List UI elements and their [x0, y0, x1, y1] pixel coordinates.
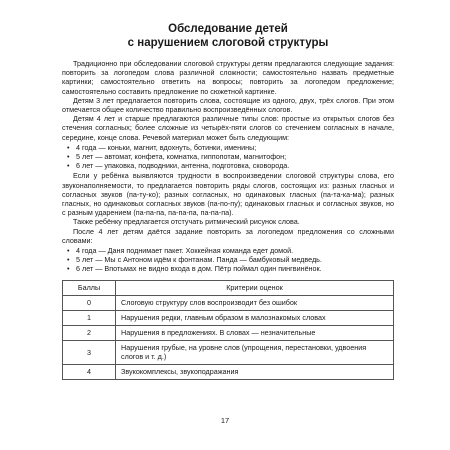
criteria-cell: Нарушения грубые, на уровне слов (упрощения, перестановки, удвоения слогов и т. д.): [116, 340, 394, 364]
table-row: [63, 340, 394, 364]
sentence-list: [62, 246, 394, 274]
criteria-cell: Нарушения редки, главным образом в малознакомых словах: [116, 310, 394, 325]
paragraph-1: Традиционно при обследовании слоговой структуры детям предлагаются следующие задания: повторить за логопедом слова различной сложности; самостоятельно назвать предметные картинки; самостоятельно ответить на вопросы; повторить за логопедом предложение; самостоятельно составить предложение по сюжетной картинке.: [62, 59, 394, 96]
score-cell: 2: [63, 325, 116, 340]
list-item: • 6 лет — Впотьмах не видно входа в дом. Пётр поймал один пингвинёнок.: [76, 264, 394, 273]
table-row: [63, 364, 394, 379]
criteria-cell: Слоговую структуру слов воспроизводит без ошибок: [116, 295, 394, 310]
score-cell: 0: [63, 295, 116, 310]
header-criteria: Критерии оценок: [116, 280, 394, 295]
criteria-cell: Звукокомплексы, звукоподражания: [116, 364, 394, 379]
paragraph-3: Детям 4 лет и старше предлагаются различные типы слов: простые из открытых слогов без стечения согласных; более сложные из четырёх-пяти слогов со стечением согласных в начале, середине, конце слова. Речевой материал может быть следующим:: [62, 114, 394, 142]
header-score: Баллы: [63, 280, 116, 295]
list-item: • 6 лет — упаковка, подводники, антенна, подготовка, сковорода.: [76, 161, 394, 170]
table-row: [63, 325, 394, 340]
list-item: • 4 года — Даня поднимает пакет. Хоккейная команда едет домой.: [76, 246, 394, 255]
table-row: [63, 295, 394, 310]
paragraph-4: Если у ребёнка выявляются трудности в воспроизведении слоговой структуры слова, его звуконаполняемости, то предлагается повторить ряды слогов, состоящих из: разных гласных и согласных звуков (па-ту-ко); разных согласных, но одинаковых гласных (па-та-ка-ма); разных гласных, но одинаковых согласных звуков (па-по-пу); одинаковых гласных и согласных звуков, но с разным ударением (па-па-па, па-па-па, па-па-па).: [62, 171, 394, 218]
page-number: 17: [220, 416, 230, 425]
criteria-table: [62, 280, 394, 380]
paragraph-6: После 4 лет детям даётся задание повторить за логопедом предложения со сложными словами:: [62, 226, 394, 245]
paragraph-2: Детям 3 лет предлагается повторить слова, состоящие из одного, двух, трёх слогов. При этом отмечается общее количество правильно воспроизведённых слогов.: [62, 95, 394, 115]
list-item: • 4 года — коньки, магнит, вдохнуть, ботинки, именины;: [76, 143, 394, 152]
word-list: [62, 143, 394, 171]
score-cell: 4: [63, 364, 116, 379]
page-title: [62, 22, 394, 50]
body-text: [62, 59, 394, 380]
score-cell: 3: [63, 340, 116, 364]
paragraph-5: Также ребёнку предлагается отстучать ритмический рисунок слова.: [73, 217, 300, 227]
criteria-cell: Нарушения в предложениях. В словах — незначительные: [116, 325, 394, 340]
list-item: • 5 лет — автомат, конфета, комнатка, гиппопотам, магнитофон;: [76, 152, 394, 161]
table-row: [63, 310, 394, 325]
title-line-1: Обследование детей: [168, 23, 288, 35]
list-item: • 5 лет — Мы с Антоном идём к фонтанам. Панда — бамбуковый медведь.: [76, 255, 394, 264]
score-cell: 1: [63, 310, 116, 325]
title-line-2: с нарушением слоговой структуры: [127, 37, 329, 49]
table-header-row: [63, 280, 394, 295]
